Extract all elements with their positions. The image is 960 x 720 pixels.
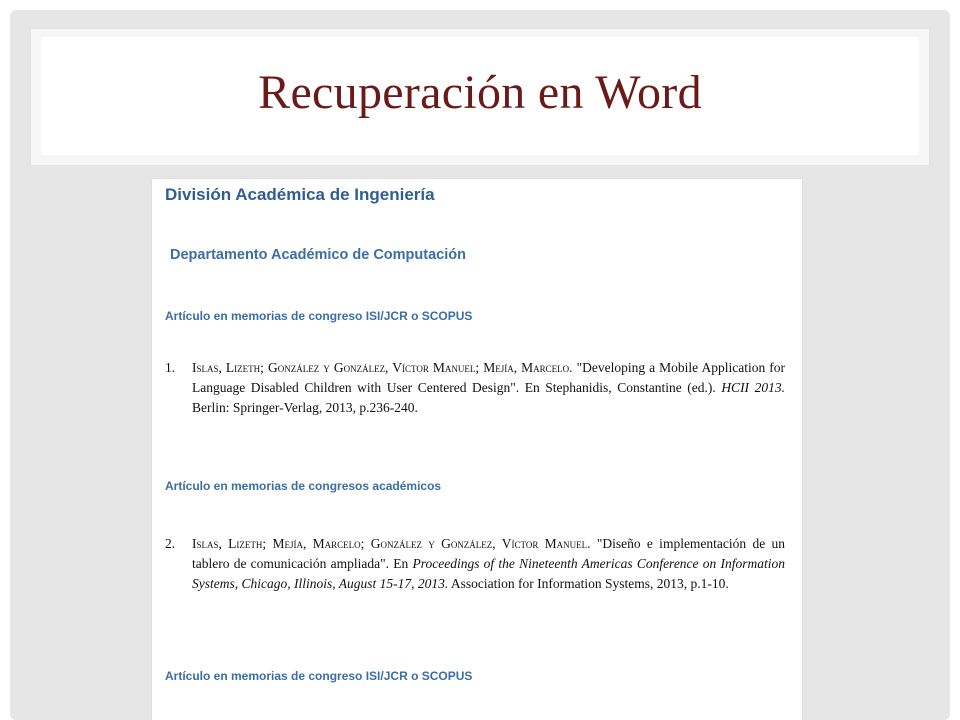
reference-editor: En xyxy=(393,556,409,571)
reference-authors: Islas, Lizeth; González y González, Víctor Manuel; Mejía, Marcelo. xyxy=(192,360,573,375)
reference-publisher: Berlin: Springer-Verlag, 2013, p.236-240. xyxy=(192,400,418,415)
reference-publisher: Association for Information Systems, 2013, p.1-10. xyxy=(450,576,729,591)
slide-title: Recuperación en Word xyxy=(258,65,702,119)
section-title-1: Artículo en memorias de congreso ISI/JCR o SCOPUS xyxy=(165,309,473,323)
reference-text xyxy=(192,534,785,594)
section-title-2: Artículo en memorias de congresos académicos xyxy=(165,479,442,493)
reference-venue: Proceedings of the Nineteenth Americas Conference on Information Systems, Chicago, Illinois, August 15-17, 2013. xyxy=(192,556,785,591)
reference-title: "Diseño e implementación de un tablero de comunicación ampliada". xyxy=(192,536,786,571)
section-title-3: Artículo en memorias de congreso ISI/JCR o SCOPUS xyxy=(165,669,473,683)
document-page-image xyxy=(152,179,802,720)
reference-entry-1 xyxy=(165,358,785,418)
reference-entry-2 xyxy=(165,534,785,594)
reference-editor: En Stephanidis, Constantine (ed.). xyxy=(524,380,716,395)
title-placeholder[interactable] xyxy=(30,28,930,166)
title-area xyxy=(41,37,919,155)
reference-text xyxy=(192,358,785,418)
reference-number: 1. xyxy=(165,360,176,375)
document-heading-department: Departamento Académico de Computación xyxy=(170,247,466,263)
document-heading-division: División Académica de Ingeniería xyxy=(165,185,435,204)
reference-authors: Islas, Lizeth; Mejía, Marcelo; González y González, Víctor Manuel. xyxy=(192,536,591,551)
reference-venue: HCII 2013. xyxy=(721,380,785,395)
reference-number: 2. xyxy=(165,536,176,551)
reference-title: "Developing a Mobile Application for Language Disabled Children with User Centered Design". xyxy=(192,360,786,395)
